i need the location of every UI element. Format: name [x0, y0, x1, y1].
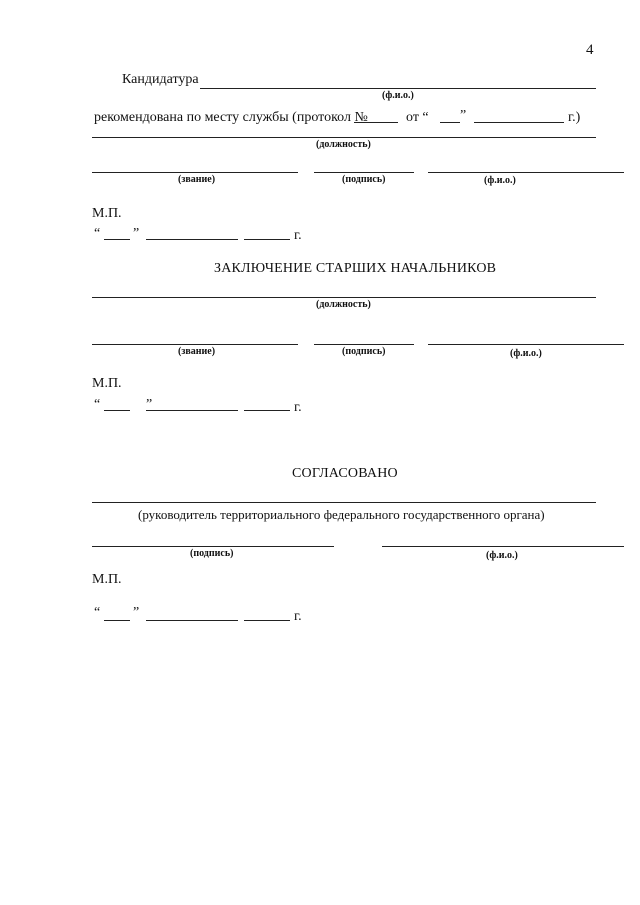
agreed-signature-caption: (подпись)	[190, 548, 234, 559]
senior-fio-line[interactable]	[428, 344, 624, 345]
recommended-year-suffix: г.	[294, 228, 302, 243]
senior-heading: ЗАКЛЮЧЕНИЕ СТАРШИХ НАЧАЛЬНИКОВ	[214, 261, 497, 276]
agreed-head-line[interactable]	[92, 502, 596, 503]
agreed-year-line[interactable]	[244, 620, 290, 621]
senior-signature-caption: (подпись)	[342, 346, 386, 357]
agreed-signature-line[interactable]	[92, 546, 334, 547]
agreed-head-caption: (руководитель территориального федерального государственного органа)	[138, 507, 545, 522]
candidate-fio-caption: (ф.и.о.)	[382, 90, 414, 101]
agreed-stamp: М.П.	[92, 572, 122, 587]
senior-day-line[interactable]	[104, 410, 130, 411]
senior-stamp: М.П.	[92, 376, 122, 391]
candidate-label: Кандидатура	[122, 72, 199, 87]
agreed-fio-caption: (ф.и.о.)	[486, 550, 518, 561]
protocol-day-line[interactable]	[440, 122, 460, 123]
recommended-position-line[interactable]	[92, 137, 596, 138]
recommended-month-line[interactable]	[146, 239, 238, 240]
agreed-year-suffix: г.	[294, 609, 302, 624]
agreed-month-line[interactable]	[146, 620, 238, 621]
recommended-stamp: М.П.	[92, 206, 122, 221]
agreed-date-close: ”	[133, 605, 140, 620]
senior-rank-line[interactable]	[92, 344, 298, 345]
senior-signature-line[interactable]	[314, 344, 414, 345]
page-number: 4	[586, 42, 594, 58]
senior-date-close: ”	[146, 397, 153, 412]
recommended-rank-caption: (звание)	[178, 174, 216, 185]
recommended-date-close: ”	[133, 226, 140, 241]
recommended-text: рекомендована по месту службы (протокол №	[94, 110, 368, 125]
recommended-date-open: “	[94, 226, 101, 241]
senior-position-line[interactable]	[92, 297, 596, 298]
agreed-day-line[interactable]	[104, 620, 130, 621]
senior-position-caption: (должность)	[316, 299, 371, 310]
recommended-signature-caption: (подпись)	[342, 174, 386, 185]
senior-year-suffix: г.	[294, 400, 302, 415]
protocol-year-suffix: г.)	[568, 110, 581, 125]
senior-rank-caption: (звание)	[178, 346, 216, 357]
senior-fio-caption: (ф.и.о.)	[510, 348, 542, 359]
recommended-year-line[interactable]	[244, 239, 290, 240]
recommended-ot: от “	[406, 110, 429, 125]
recommended-day-line[interactable]	[104, 239, 130, 240]
recommended-signature-line[interactable]	[314, 172, 414, 173]
recommended-fio-caption: (ф.и.о.)	[484, 175, 516, 186]
candidate-name-line[interactable]	[200, 88, 596, 89]
recommended-fio-line[interactable]	[428, 172, 624, 173]
agreed-fio-line[interactable]	[382, 546, 624, 547]
recommended-rank-line[interactable]	[92, 172, 298, 173]
protocol-month-line[interactable]	[474, 122, 564, 123]
agreed-heading: СОГЛАСОВАНО	[292, 466, 398, 481]
protocol-quote-close: ”	[460, 108, 467, 123]
senior-year-line[interactable]	[244, 410, 290, 411]
recommended-position-caption: (должность)	[316, 139, 371, 150]
protocol-number-line[interactable]	[354, 122, 398, 123]
senior-date-open: “	[94, 397, 101, 412]
senior-month-line[interactable]	[146, 410, 238, 411]
agreed-date-open: “	[94, 605, 101, 620]
